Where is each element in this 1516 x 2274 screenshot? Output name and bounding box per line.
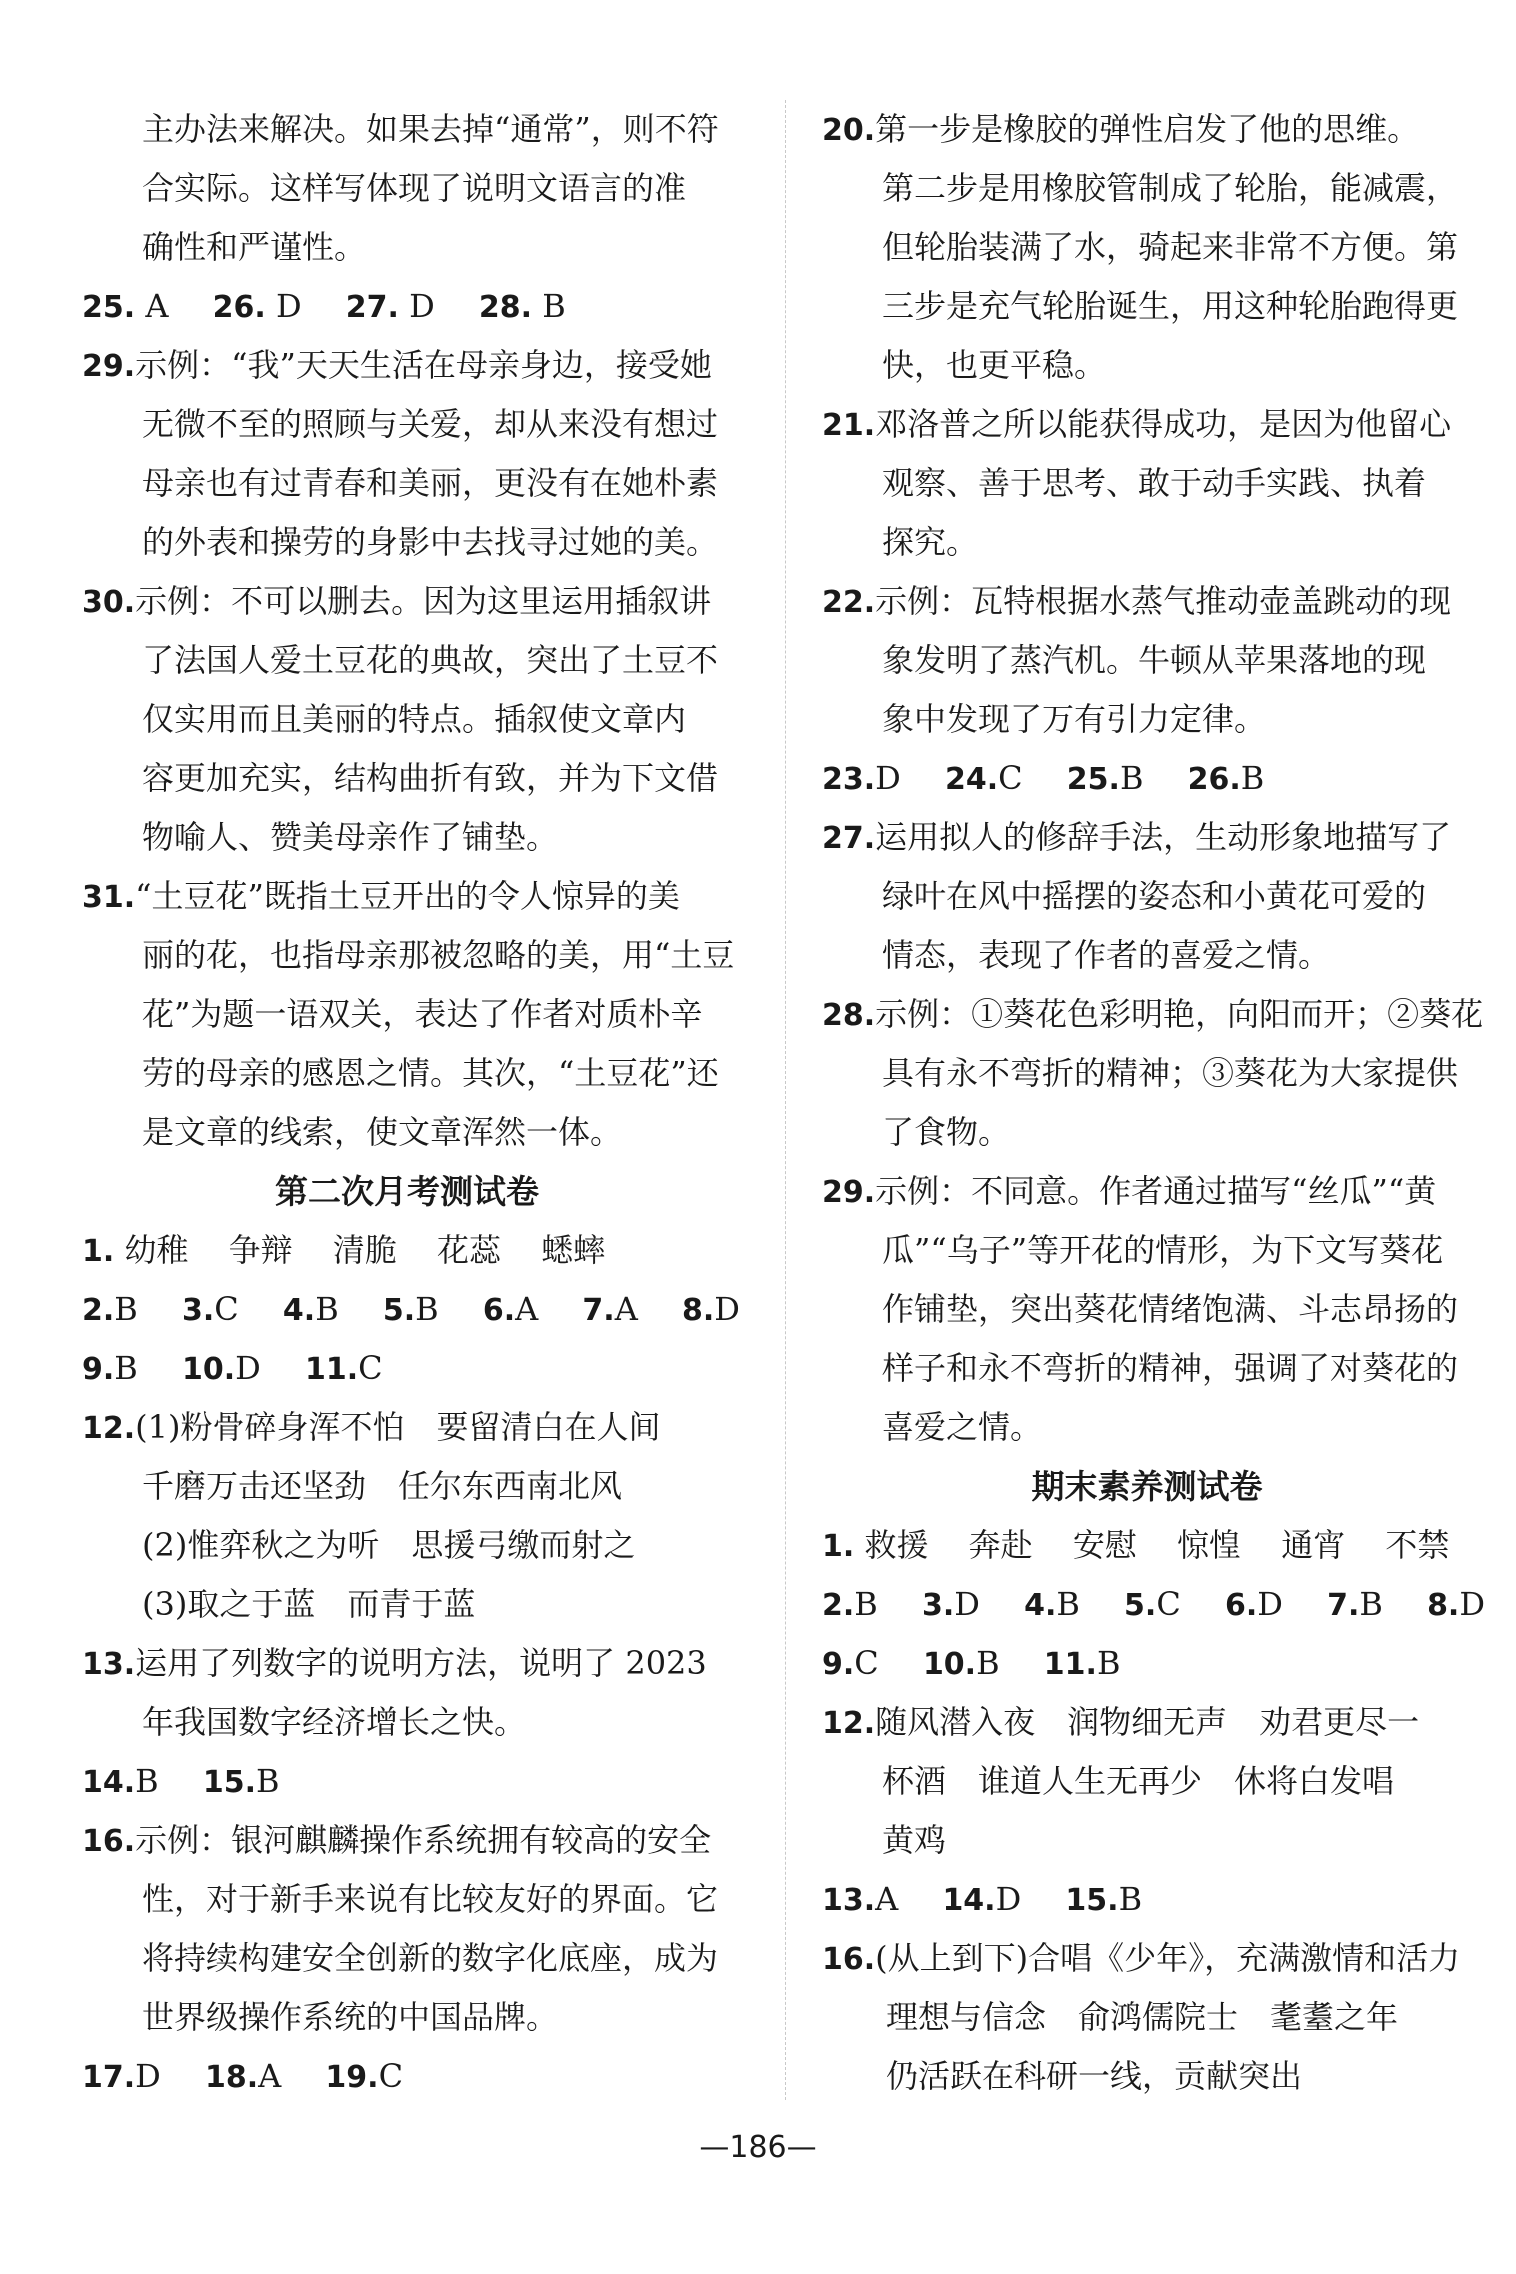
text-line: 情态，表现了作者的喜爱之情。 xyxy=(882,936,1331,974)
answer-text: 示例：银河麒麟操作系统拥有较高的安全 xyxy=(135,1821,712,1859)
text-line: (2)惟弈秋之为听 思援弓缴而射之 xyxy=(142,1526,636,1564)
section-title: 期末素养测试卷 xyxy=(1031,1467,1263,1506)
word: 安慰 xyxy=(1072,1526,1137,1564)
text-line: 第二步是用橡胶管制成了轮胎，能减震， xyxy=(882,169,1459,207)
text-line: 快，也更平稳。 xyxy=(882,346,1107,384)
answer-12-right xyxy=(822,1693,1472,1752)
answer-value: D xyxy=(995,1880,1022,1918)
q-number: 25. xyxy=(1066,762,1120,797)
text-line: 千磨万击还坚劲 任尔东西南北风 xyxy=(142,1467,623,1505)
answer-row-2-8 xyxy=(82,1280,740,1339)
text-line: 探究。 xyxy=(882,523,979,561)
text-line: 的外表和操劳的身影中去找寻过她的美。 xyxy=(142,523,719,561)
answer-text: 示例：瓦特根据水蒸气推动壶盖跳动的现 xyxy=(875,582,1452,620)
q-number: 2. xyxy=(82,1293,115,1328)
q-number: 6. xyxy=(1224,1588,1258,1623)
q-number: 12. xyxy=(82,1411,136,1446)
answer-value: B xyxy=(256,1762,280,1800)
text-line: 将持续构建安全创新的数字化底座，成为 xyxy=(142,1939,719,1977)
q-number: 19. xyxy=(325,2060,379,2095)
q-number: 12. xyxy=(822,1706,876,1741)
answer-text: “土豆花”既指土豆开出的令人惊异的美 xyxy=(135,877,680,915)
answer-row-17-19 xyxy=(82,2047,732,2106)
answer-value: B xyxy=(1119,759,1144,797)
answer-value: B xyxy=(1240,759,1265,797)
q-number: 15. xyxy=(202,1765,256,1800)
q-number: 13. xyxy=(822,1883,876,1918)
answer-value: A xyxy=(515,1290,539,1328)
q-number: 15. xyxy=(1065,1883,1119,1918)
answer-value: B xyxy=(315,1290,339,1328)
q-number: 2. xyxy=(822,1588,855,1623)
q-number: 17. xyxy=(82,2060,136,2095)
answer-value: B xyxy=(1056,1585,1080,1623)
text-line: 合实际。这样写体现了说明文语言的准 xyxy=(142,169,687,207)
answer-value: D xyxy=(714,1290,740,1328)
answer-row-13-15-right xyxy=(822,1870,1472,1929)
q-number: 14. xyxy=(942,1883,996,1918)
word: 清脆 xyxy=(332,1231,397,1269)
text-line: 黄鸡 xyxy=(882,1821,947,1859)
word: 幼稚 xyxy=(124,1231,189,1269)
answer-row-2-8-right xyxy=(822,1575,1485,1634)
answer-text: 示例：“我”天天生活在母亲身边，接受她 xyxy=(135,346,712,384)
text-line: 了法国人爱土豆花的典故，突出了土豆不 xyxy=(142,641,719,679)
answer-value: B xyxy=(114,1349,138,1387)
column-divider xyxy=(785,100,786,2100)
answer-text: (1)粉骨碎身浑不怕 要留清白在人间 xyxy=(135,1408,661,1446)
answer-row-14-15 xyxy=(82,1752,732,1811)
answer-27 xyxy=(822,808,1472,867)
answer-value: B xyxy=(135,1762,159,1800)
answer-29-right xyxy=(822,1162,1472,1221)
text-line: 容更加充实，结构曲折有致，并为下文借 xyxy=(142,759,719,797)
answer-21 xyxy=(822,395,1472,454)
text-line: 年我国数字经济增长之快。 xyxy=(142,1703,527,1741)
answer-16 xyxy=(82,1811,732,1870)
text-line: 了食物。 xyxy=(882,1113,1011,1151)
word: 奔赴 xyxy=(968,1526,1033,1564)
answer-value: D xyxy=(875,759,901,797)
text-line: 花”为题一语双关，表达了作者对质朴辛 xyxy=(142,995,703,1033)
text-line: 性，对于新手来说有比较友好的界面。它 xyxy=(142,1880,719,1918)
answer-row-25-28 xyxy=(82,277,732,336)
answer-value: D xyxy=(135,2057,161,2095)
text-line: 仅实用而且美丽的特点。插叙使文章内 xyxy=(142,700,687,738)
q-number: 9. xyxy=(822,1647,855,1682)
q-number: 26. xyxy=(212,290,266,325)
answer-value: D xyxy=(409,287,435,325)
q-number: 27. xyxy=(345,290,399,325)
q-number: 4. xyxy=(1024,1588,1057,1623)
answer-value: D xyxy=(1257,1585,1283,1623)
text-line: 象发明了蒸汽机。牛顿从苹果落地的现 xyxy=(882,641,1427,679)
left-column xyxy=(82,100,740,2106)
answer-value: A xyxy=(258,2057,282,2095)
text-line: 确性和严谨性。 xyxy=(142,228,367,266)
answer-text: (从上到下)合唱《少年》，充满激情和活力 xyxy=(875,1939,1461,1977)
answer-value: B xyxy=(542,287,566,325)
q-number: 3. xyxy=(921,1588,955,1623)
q-number: 11. xyxy=(304,1352,359,1387)
answer-text: 运用了列数字的说明方法，说明了 2023 xyxy=(135,1644,707,1682)
answer-value: C xyxy=(998,759,1023,797)
q-number: 16. xyxy=(82,1824,136,1859)
q-number: 28. xyxy=(478,290,533,325)
word: 惊惶 xyxy=(1177,1526,1242,1564)
q-number: 22. xyxy=(822,585,876,620)
answer-value: B xyxy=(976,1644,1000,1682)
q-number: 7. xyxy=(1327,1588,1360,1623)
q-number: 5. xyxy=(382,1293,416,1328)
answer-value: A xyxy=(145,287,169,325)
text-line: 三步是充气轮胎诞生，用这种轮胎跑得更 xyxy=(882,287,1459,325)
answer-value: B xyxy=(1359,1585,1383,1623)
q-number: 14. xyxy=(82,1765,136,1800)
text-line: 母亲也有过青春和美丽，更没有在她朴素 xyxy=(142,464,719,502)
q-number: 26. xyxy=(1187,762,1241,797)
answer-text: 运用拟人的修辞手法，生动形象地描写了 xyxy=(875,818,1452,856)
q-number: 28. xyxy=(822,998,876,1033)
answer-16-right xyxy=(822,1929,1472,1988)
answer-1 xyxy=(82,1221,732,1280)
answer-value: C xyxy=(214,1290,239,1328)
answer-text: 邓洛普之所以能获得成功，是因为他留心 xyxy=(875,405,1452,443)
answer-value: B xyxy=(854,1585,878,1623)
answer-value: C xyxy=(854,1644,879,1682)
answer-13 xyxy=(82,1634,732,1693)
answer-1-right xyxy=(822,1516,1472,1575)
answer-value: B xyxy=(415,1290,439,1328)
page-number: —186— xyxy=(699,2130,817,2165)
word: 救援 xyxy=(864,1526,929,1564)
q-number: 7. xyxy=(582,1293,615,1328)
text-line: 象中发现了万有引力定律。 xyxy=(882,700,1267,738)
text-line: 世界级操作系统的中国品牌。 xyxy=(142,1998,559,2036)
section-title: 第二次月考测试卷 xyxy=(275,1172,539,1211)
answer-row-23-26 xyxy=(822,749,1472,808)
q-number: 25. xyxy=(82,290,136,325)
q-number: 1. xyxy=(822,1529,855,1564)
text-line: 丽的花，也指母亲那被忽略的美，用“土豆 xyxy=(142,936,735,974)
word: 蟋蟀 xyxy=(541,1231,606,1269)
q-number: 5. xyxy=(1124,1588,1157,1623)
text-line: 作铺垫，突出葵花情绪饱满、斗志昂扬的 xyxy=(882,1290,1459,1328)
answer-value: B xyxy=(1096,1644,1121,1682)
text-line: 样子和永不弯折的精神，强调了对葵花的 xyxy=(882,1349,1459,1387)
text-line: 劳的母亲的感恩之情。其次，“土豆花”还 xyxy=(142,1054,719,1092)
q-number: 8. xyxy=(681,1293,715,1328)
q-number: 13. xyxy=(82,1647,136,1682)
answer-value: A xyxy=(614,1290,638,1328)
q-number: 1. xyxy=(82,1234,115,1269)
q-number: 31. xyxy=(82,880,136,915)
word: 花蕊 xyxy=(437,1231,502,1269)
answer-22 xyxy=(822,572,1472,631)
answer-text: 随风潜入夜 润物细无声 劝君更尽一 xyxy=(875,1703,1420,1741)
text-line: 喜爱之情。 xyxy=(882,1408,1043,1446)
q-number: 20. xyxy=(822,113,876,148)
answer-value: D xyxy=(1459,1585,1485,1623)
answer-28 xyxy=(822,985,1484,1044)
answer-value: D xyxy=(235,1349,261,1387)
answer-20 xyxy=(822,100,1472,159)
text-line: 是文章的线索，使文章浑然一体。 xyxy=(142,1113,623,1151)
answer-value: C xyxy=(378,2057,404,2095)
text-line: 理想与信念 俞鸿儒院士 耄耋之年 xyxy=(886,1998,1399,2036)
text-line: 具有永不弯折的精神；③葵花为大家提供 xyxy=(882,1054,1459,1092)
word: 争辩 xyxy=(228,1231,293,1269)
answer-text: 第一步是橡胶的弹性启发了他的思维。 xyxy=(875,110,1420,148)
q-number: 8. xyxy=(1427,1588,1460,1623)
text-line: 物喻人、赞美母亲作了铺垫。 xyxy=(142,818,559,856)
q-number: 29. xyxy=(82,349,136,384)
text-line: 主办法来解决。如果去掉“通常”，则不符 xyxy=(142,110,719,148)
q-number: 3. xyxy=(181,1293,215,1328)
q-number: 29. xyxy=(822,1175,876,1210)
text-line: 绿叶在风中摇摆的姿态和小黄花可爱的 xyxy=(882,877,1427,915)
q-number: 10. xyxy=(181,1352,236,1387)
answer-text: 示例：不可以删去。因为这里运用插叙讲 xyxy=(135,582,712,620)
text-line: 瓜”“乌子”等开花的情形，为下文写葵花 xyxy=(882,1231,1444,1269)
text-line: 但轮胎装满了水，骑起来非常不方便。第 xyxy=(882,228,1459,266)
text-line: 仍活跃在科研一线，贡献突出 xyxy=(886,2057,1303,2095)
q-number: 24. xyxy=(944,762,999,797)
word: 通宵 xyxy=(1281,1526,1346,1564)
q-number: 16. xyxy=(822,1942,876,1977)
answer-value: D xyxy=(275,287,302,325)
answer-text: 示例：不同意。作者通过描写“丝瓜”“黄 xyxy=(875,1172,1437,1210)
q-number: 23. xyxy=(822,762,876,797)
answer-row-9-11-right xyxy=(822,1634,1472,1693)
text-line: 杯酒 谁道人生无再少 休将白发唱 xyxy=(882,1762,1395,1800)
text-line: (3)取之于蓝 而青于蓝 xyxy=(142,1585,476,1623)
answer-value: B xyxy=(114,1290,138,1328)
q-number: 10. xyxy=(922,1647,977,1682)
q-number: 11. xyxy=(1043,1647,1097,1682)
answer-30 xyxy=(82,572,732,631)
answer-text: 示例：①葵花色彩明艳，向阳而开；②葵花 xyxy=(875,995,1484,1033)
answer-value: D xyxy=(954,1585,980,1623)
answer-value: A xyxy=(875,1880,899,1918)
answer-31 xyxy=(82,867,732,926)
q-number: 4. xyxy=(282,1293,316,1328)
q-number: 21. xyxy=(822,408,876,443)
right-column xyxy=(822,100,1485,2106)
text-line: 无微不至的照顾与关爱，却从来没有想过 xyxy=(142,405,719,443)
q-number: 30. xyxy=(82,585,136,620)
q-number: 6. xyxy=(482,1293,516,1328)
answer-value: C xyxy=(358,1349,383,1387)
text-line: 观察、善于思考、敢于动手实践、执着 xyxy=(882,464,1427,502)
word: 不禁 xyxy=(1385,1526,1450,1564)
q-number: 9. xyxy=(82,1352,115,1387)
q-number: 18. xyxy=(204,2060,259,2095)
answer-12 xyxy=(82,1398,732,1457)
answer-value: C xyxy=(1156,1585,1181,1623)
q-number: 27. xyxy=(822,821,876,856)
answer-value: B xyxy=(1118,1880,1143,1918)
answer-row-9-11 xyxy=(82,1339,732,1398)
answer-29 xyxy=(82,336,732,395)
